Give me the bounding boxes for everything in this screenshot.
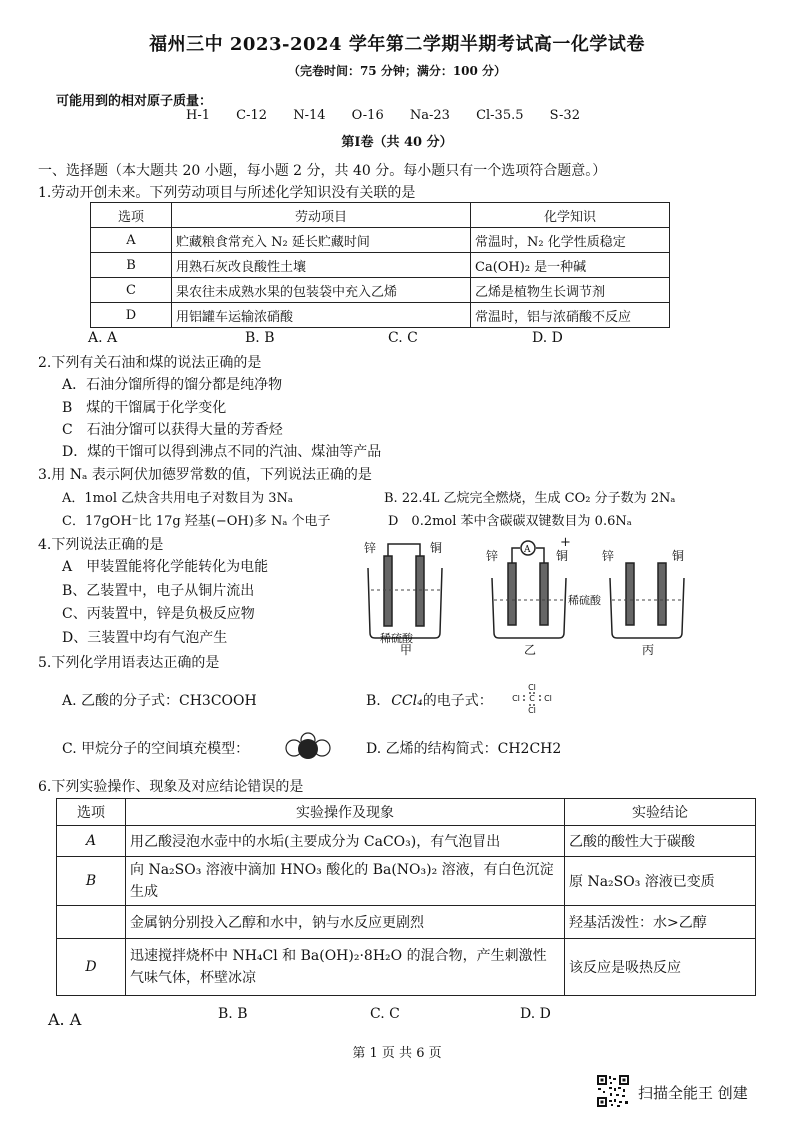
q5-option-b-formula: CCl₄ [391,693,423,709]
q2-option-c: C 石油分馏可以获得大量的芳香烃 [62,422,283,438]
table-row [57,857,756,906]
exam-title: 福州三中 2023-2024 学年第二学期半期考试高一化学试卷 [149,34,645,55]
atomic-mass-c: C-12 [236,108,268,123]
table-cell: 常温时，N₂ 化学性质稳定 [471,228,670,253]
atomic-mass-n: N-14 [293,108,326,123]
table-cell: A [91,228,172,253]
table-cell: 用熟石灰改良酸性土壤 [172,253,471,278]
table-cell: 该反应是吸热反应 [565,939,756,996]
atomic-mass-s: S-32 [549,108,580,123]
table-row [57,906,756,939]
table-cell: 用乙酸浸泡水壶中的水垢(主要成分为 CaCO₃)，有气泡冒出 [126,826,565,857]
atomic-mass-o: O-16 [351,108,384,123]
q5-option-d [366,738,561,758]
label-copper-jia: 铜 [430,541,443,555]
table-cell: B [57,857,126,906]
q5-option-b-label: B. [366,693,381,709]
q1-option-d: D. D [532,330,563,346]
q1-option-a: A. A [88,330,118,346]
q1-option-b: B. B [245,330,275,346]
copper-plate-bing [658,563,666,625]
section-instruction: 一、选择题（本大题共 20 小题，每小题 2 分，共 40 分。每小题只有一个选项符合题意。） [38,163,607,179]
table-cell: C [91,278,172,303]
q5-stem: 5.下列化学用语表达正确的是 [38,655,220,671]
cl-top: Cl [528,683,536,692]
q2-stem: 2.下列有关石油和煤的说法正确的是 [38,355,262,371]
table-cell: D [57,939,126,996]
q2-option-d: D．煤的干馏可以得到沸点不同的汽油、煤油等产品 [62,444,382,460]
table-cell: 常温时，铝与浓硝酸不反应 [471,303,670,328]
q6-option-a: A. A [48,1010,82,1029]
label-zinc-jia: 锌 [364,541,377,555]
table-cell: 羟基活泼性：水>乙醇 [565,906,756,939]
q5-option-b [366,690,493,710]
table-cell: 用铝罐车运输浓硝酸 [172,303,471,328]
carbon-atom [298,739,318,759]
cl-left: Cl [512,694,520,703]
cl-right: Cl [544,694,552,703]
q4-stem: 4.下列说法正确的是 [38,537,164,553]
label-acid-jia: 稀硫酸 [380,632,413,645]
table-row [57,826,756,857]
label-acid-yi: 稀硫酸 [568,594,601,607]
wire-jia [388,544,420,556]
table-cell: 果农往未成熟水果的包装袋中充入乙烯 [172,278,471,303]
beaker-bing [610,578,684,638]
q6-option-b: B. B [218,1006,248,1022]
table-header-cell: 劳动项目 [172,203,471,228]
qr-code-icon [596,1074,630,1108]
q5-option-a-value: CH3COOH [179,693,257,709]
ccl4-electron-formula [508,682,558,716]
atomic-mass-list [186,108,580,123]
q1-option-c: C. C [388,330,418,346]
q3-stem: 3.用 Nₐ 表示阿伏加德罗常数的值，下列说法正确的是 [38,467,372,483]
q5-option-d-label: D. 乙烯的结构简式： [366,741,498,757]
cl-bottom: Cl [528,706,536,715]
q3-option-a: A．1mol 乙炔含共用电子对数目为 3Nₐ [62,491,293,506]
atomic-mass-h: H-1 [186,108,211,123]
q3-option-c: C．17gOH⁻比 17g 羟基(−OH)多 Nₐ 个电子 [62,514,331,529]
atomic-mass-label: 可能用到的相对原子质量： [56,94,213,109]
galvanic-cells-diagram [360,535,690,660]
table-row [91,303,670,328]
q3-option-d: D 0.2mol 苯中含碳碳双键数目为 0.6Nₐ [388,514,632,529]
table-header-cell: 实验结论 [565,799,756,826]
label-zinc-bing: 锌 [602,549,615,563]
copper-plate-yi [540,563,548,625]
q1-table [90,202,670,328]
table-header-row [57,799,756,826]
table-cell: 乙酸的酸性大于碳酸 [565,826,756,857]
table-cell: D [91,303,172,328]
label-yi: 乙 [524,643,537,657]
section-title: 第Ⅰ卷（共 40 分） [341,135,453,150]
table-cell: 金属钠分别投入乙醇和水中，钠与水反应更剧烈 [126,906,565,939]
plus-sign: + [560,535,571,550]
label-copper-yi: 铜 [556,549,569,563]
q1-stem: 1.劳动开创未来。下列劳动项目与所述化学知识没有关联的是 [38,185,416,201]
q6-table [56,798,756,996]
beaker-yi [492,578,566,638]
exam-subtitle: （完卷时间：75 分钟；满分：100 分） [287,64,507,78]
table-row [91,278,670,303]
table-cell: Ca(OH)₂ 是一种碱 [471,253,670,278]
table-header-cell: 选项 [91,203,172,228]
q3-option-b: B. 22.4L 乙烷完全燃烧，生成 CO₂ 分子数为 2Nₐ [384,491,676,506]
label-copper-bing: 铜 [672,549,685,563]
q5-option-c: C. 甲烷分子的空间填充模型： [62,741,250,757]
table-cell: 贮藏粮食常充入 N₂ 延长贮藏时间 [172,228,471,253]
q6-option-d: D. D [520,1006,551,1022]
q4-option-d: D、三装置中均有气泡产生 [62,630,228,646]
ammeter-label: A [524,545,531,555]
table-cell: 向 Na₂SO₃ 溶液中滴加 HNO₃ 酸化的 Ba(NO₃)₂ 溶液，有白色沉淀生成 [126,857,565,906]
table-header-row [91,203,670,228]
beaker-jia [368,568,442,638]
scanner-brand: 扫描全能王 创建 [638,1084,748,1102]
table-header-cell: 实验操作及现象 [126,799,565,826]
zinc-plate-jia [384,556,392,626]
q5-option-d-value: CH2CH2 [497,741,562,757]
q4-option-b: B、乙装置中，电子从铜片流出 [62,583,255,599]
copper-plate-jia [416,556,424,626]
table-cell: B [91,253,172,278]
q2-option-b: B 煤的干馏属于化学变化 [62,400,227,416]
q6-stem: 6.下列实验操作、现象及对应结论错误的是 [38,779,304,795]
label-bing: 丙 [642,643,655,657]
table-header-cell: 选项 [57,799,126,826]
label-jia: 甲 [400,643,413,657]
label-zinc-yi: 锌 [486,549,499,563]
page-number: 第 1 页 共 6 页 [352,1046,442,1061]
q6-option-c: C. C [370,1006,400,1022]
q4-option-c: C、丙装置中，锌是负极反应物 [62,606,255,622]
zinc-plate-bing [626,563,634,625]
table-row [57,939,756,996]
q2-option-a: A．石油分馏所得的馏分都是纯净物 [62,377,283,393]
table-cell: 原 Na₂SO₃ 溶液已变质 [565,857,756,906]
table-header-cell: 化学知识 [471,203,670,228]
methane-space-filling-model [284,732,332,760]
table-cell: A [57,826,126,857]
atomic-mass-na: Na-23 [409,108,450,123]
q4-option-a: A 甲装置能将化学能转化为电能 [62,559,269,575]
table-cell: 乙烯是植物生长调节剂 [471,278,670,303]
atomic-mass-cl: Cl-35.5 [476,108,524,123]
table-row [91,253,670,278]
table-cell [57,906,126,939]
q5-option-a-label: A. 乙酸的分子式： [62,693,180,709]
q5-option-b-suffix: 的电子式： [422,693,493,709]
q5-option-a [62,690,257,710]
table-cell: 迅速搅拌烧杯中 NH₄Cl 和 Ba(OH)₂·8H₂O 的混合物，产生刺激性气味气体，杯壁冰凉 [126,939,565,996]
c-center: C [529,694,535,703]
zinc-plate-yi [508,563,516,625]
table-row [91,228,670,253]
